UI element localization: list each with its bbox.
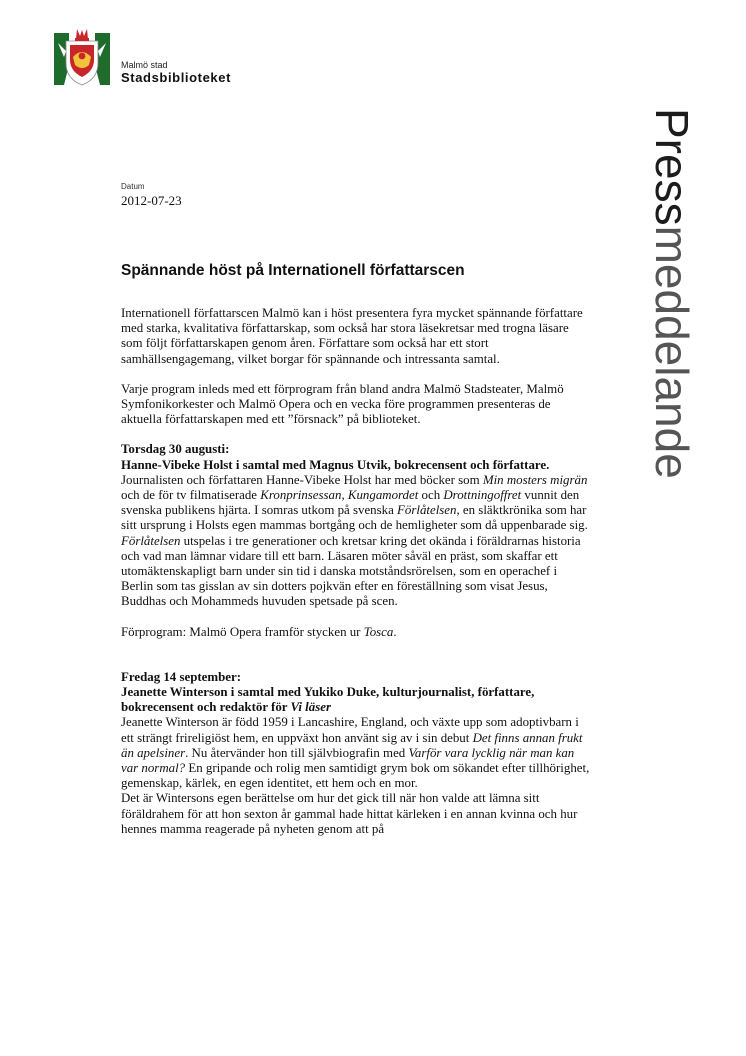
event2-heading: Jeanette Winterson i samtal med Yukiko Duke, kulturjournalist, författare, bokrecensent och redaktör för Vi läser [121,685,535,715]
event1-date: Torsdag 30 augusti: [121,442,230,457]
vertical-title-meddelande: meddelande [646,225,698,479]
page-title: Spännande höst på Internationell författarscen [121,262,465,279]
organization-name [121,60,231,86]
vertical-title-press: Press [646,108,698,226]
intro-paragraph-1: Internationell författarscen Malmö kan i höst presentera fyra mycket spännande författare med starka, kvalitativa författarskap, som också har stora läsekretsar med trogna läsare som följt författarskapen genom åren. Författare som också har ett stort samhällsengagemang, vilket borgar för spännande och intressanta samtal. [121,306,583,366]
event1-description: Journalisten och författaren Hanne-Vibeke Holst har med böcker som Min mosters migrän och de för tv filmatiserade Kronprinsessan, Kungamordet och Drottningoffret vunnit den svenska publikens hjärta. I somras utkom på svenska Förlåtelsen, en släktkrönika som har sitt ursprung i Holsts egen mammas bortgång och de hemligheter som då uppenbarade sig. Förlåtelsen utspelas i tre generationer och kretsar kring det okända i föräldrarnas historia och vad man lämnar vidare till ett barn. Läsaren möter såväl en präst, som skaffar ett utomäktenskapligt barn under sin tid i danska motståndsrörelsen, som en operachef i Berlin som tas gisslan av sin dotters pojkvän efter en föreställning som visat Jesus, Buddhas och Mohammeds huvuden spetsade på scen. [121,472,588,609]
vertical-document-type [634,108,706,548]
org-city: Malmö stad [121,60,168,70]
event1-heading: Hanne-Vibeke Holst i samtal med Magnus Utvik, bokrecensent och författare. [121,457,550,472]
event1-preprogram: Förprogram: Malmö Opera framför stycken ur Tosca. [121,624,397,639]
document-body [121,306,591,837]
intro-paragraph-2: Varje program inleds med ett förprogram från bland andra Malmö Stadsteater, Malmö Symfonikorkester och Malmö Opera och en vecka före programmen presenteras de aktuella författarskapen med ett ”försnack” på biblioteket. [121,381,564,427]
event2-paragraph-2: Det är Wintersons egen berättelse om hur det gick till när hon valde att lämna sitt föräldrahem för att hon sexton år gammal hade hittat kärleken i en annan kvinna och hur hennes mamma reagerade på nyheten genom att på [121,791,578,836]
malmo-coat-of-arms-logo [54,27,110,87]
org-department: Stadsbiblioteket [121,70,232,85]
event2-description: Jeanette Winterson är född 1959 i Lancashire, England, och växte upp som adoptivbarn i ett strängt frireligiöst hem, en uppväxt hon använt sig av i sin debut Det finns annan frukt än apelsiner. Nu återvänder hon till självbiografin med Varför vara lycklig när man kan var normal? En gripande och rolig men samtidigt grym bok om sökandet efter tillhörighet, gemenskap, kärlek, en egen identitet, ett hem och en mor. [121,715,590,791]
event2-date: Fredag 14 september: [121,669,242,684]
date-label: Datum [121,182,145,191]
date-value: 2012-07-23 [121,193,182,208]
